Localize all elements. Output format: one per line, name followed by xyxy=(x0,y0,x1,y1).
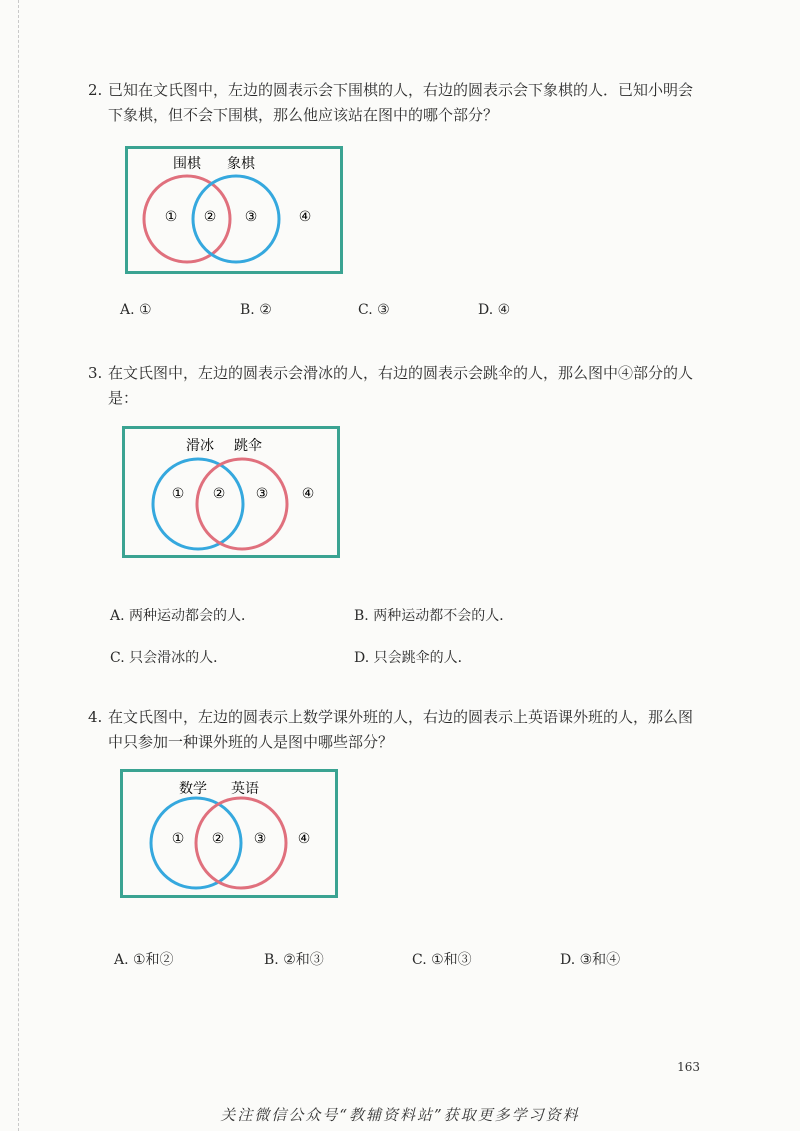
question-2 xyxy=(88,78,708,128)
region-4-label: ④ xyxy=(301,486,315,502)
option-d[interactable]: D. 只会跳伞的人． xyxy=(354,650,472,666)
right-circle-label: 跳伞 xyxy=(234,438,262,454)
right-circle-label: 象棋 xyxy=(227,156,255,172)
option-b[interactable]: B. 两种运动都不会的人． xyxy=(354,608,514,624)
left-circle-label: 滑冰 xyxy=(186,438,214,454)
question-2-text: 2. 已知在文氏图中，左边的圆表示会下围棋的人，右边的圆表示会下象棋的人．已知小明会 下象棋，但不会下围棋，那么他应该站在图中的哪个部分？ xyxy=(88,78,708,128)
option-c[interactable]: C. ①和③ xyxy=(412,952,472,968)
question-3-text: 3. 在文氏图中，左边的圆表示会滑冰的人，右边的圆表示会跳伞的人，那么图中④部分的人 是： xyxy=(88,361,708,411)
question-3 xyxy=(88,361,708,411)
option-d[interactable]: D. ④ xyxy=(478,302,511,318)
region-2-label: ② xyxy=(211,831,225,847)
region-2-label: ② xyxy=(212,486,226,502)
option-c[interactable]: C. ③ xyxy=(358,302,390,318)
option-a[interactable]: A. 两种运动都会的人． xyxy=(110,608,256,624)
region-4-label: ④ xyxy=(298,209,312,225)
region-3-label: ③ xyxy=(253,831,267,847)
region-1-label: ① xyxy=(171,486,185,502)
option-b[interactable]: B. ② xyxy=(240,302,272,318)
venn-diagram-2 xyxy=(125,146,347,280)
option-a[interactable]: A. ① xyxy=(120,302,152,318)
option-d[interactable]: D. ③和④ xyxy=(560,952,621,968)
venn-diagram-4 xyxy=(120,769,342,905)
region-1-label: ① xyxy=(164,209,178,225)
option-a[interactable]: A. ①和② xyxy=(114,952,174,968)
region-1-label: ① xyxy=(171,831,185,847)
question-number: 4. xyxy=(88,708,103,726)
left-circle-label: 数学 xyxy=(179,781,207,797)
binding-margin-line xyxy=(18,0,19,1131)
right-circle-label: 英语 xyxy=(231,781,259,797)
region-3-label: ③ xyxy=(255,486,269,502)
option-b[interactable]: B. ②和③ xyxy=(264,952,324,968)
page-number: 163 xyxy=(677,1060,700,1074)
question-number: 3. xyxy=(88,364,103,382)
venn-diagram-3 xyxy=(122,426,344,565)
left-circle-label: 围棋 xyxy=(173,156,201,172)
question-number: 2. xyxy=(88,81,103,99)
question-4-text: 4. 在文氏图中，左边的圆表示上数学课外班的人，右边的圆表示上英语课外班的人，那么图 中只参加一种课外班的人是图中哪些部分？ xyxy=(88,705,708,755)
option-c[interactable]: C. 只会滑冰的人． xyxy=(110,650,228,666)
region-4-label: ④ xyxy=(297,831,311,847)
left-circle xyxy=(144,176,230,262)
question-4 xyxy=(88,705,708,755)
region-3-label: ③ xyxy=(244,209,258,225)
footer-promo-text: 关注微信公众号“教辅资料站”获取更多学习资料 xyxy=(220,1106,580,1124)
region-2-label: ② xyxy=(203,209,217,225)
